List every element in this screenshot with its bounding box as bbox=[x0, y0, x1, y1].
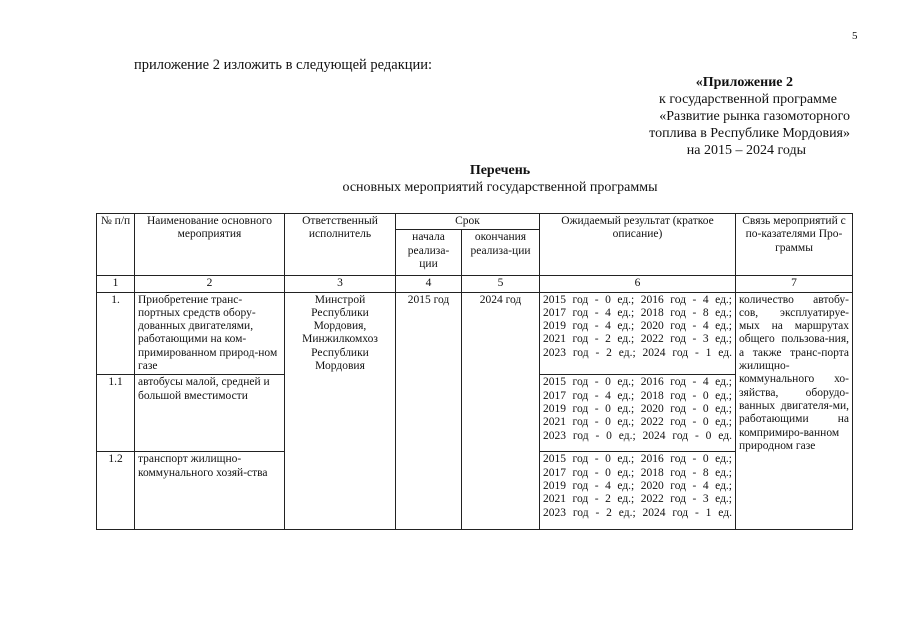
result-cell bbox=[540, 375, 736, 452]
result-line: 2017 год - 4 ед.; 2018 год - 8 ед.; bbox=[543, 306, 732, 319]
header-num: № п/п bbox=[97, 214, 135, 276]
header-result: Ожидаемый результат (краткое описание) bbox=[540, 214, 736, 276]
header-term: Срок bbox=[396, 214, 540, 230]
header-link: Связь мероприятий с по-казателями Про-граммы bbox=[736, 214, 853, 276]
result-line: 2019 год - 4 ед.; 2020 год - 4 ед.; bbox=[543, 320, 732, 333]
document-title bbox=[240, 162, 760, 196]
title-sub: основных мероприятий государственной программы bbox=[342, 180, 658, 195]
result-line: 2017 год - 0 ед.; 2018 год - 8 ед.; bbox=[543, 466, 732, 479]
row-name: Приобретение транс-портных средств обору-дованных двигателями, работающими на ком-примированном природ-ном газе bbox=[135, 292, 285, 375]
result-line: 2023 год - 2 ед.; 2024 год - 1 ед. bbox=[543, 506, 732, 519]
intro-text: приложение 2 изложить в следующей редакции: bbox=[134, 57, 433, 73]
start-cell: 2015 год bbox=[396, 292, 462, 530]
header-end: окончания реализа-ции bbox=[462, 230, 540, 276]
result-line: 2021 год - 0 ед.; 2022 год - 0 ед.; bbox=[543, 416, 732, 429]
result-line: 2023 год - 2 ед.; 2024 год - 1 ед. bbox=[543, 346, 732, 359]
col-number: 1 bbox=[97, 276, 135, 292]
col-number: 3 bbox=[285, 276, 396, 292]
appendix-line-1: «Приложение 2 bbox=[695, 75, 793, 90]
header-executor: Ответственный исполнитель bbox=[285, 214, 396, 276]
row-num: 1.2 bbox=[97, 452, 135, 530]
result-line: 2015 год - 0 ед.; 2016 год - 4 ед.; bbox=[543, 376, 732, 389]
result-line: 2021 год - 2 ед.; 2022 год - 3 ед.; bbox=[543, 333, 732, 346]
result-line: 2019 год - 0 ед.; 2020 год - 0 ед.; bbox=[543, 402, 732, 415]
result-line: 2021 год - 2 ед.; 2022 год - 3 ед.; bbox=[543, 493, 732, 506]
result-cell bbox=[540, 452, 736, 530]
col-number: 5 bbox=[462, 276, 540, 292]
end-cell: 2024 год bbox=[462, 292, 540, 530]
appendix-line-5: на 2015 – 2024 годы bbox=[686, 143, 806, 158]
col-number: 7 bbox=[736, 276, 853, 292]
row-name: автобусы малой, средней и большой вместимости bbox=[135, 375, 285, 452]
row-num: 1. bbox=[97, 292, 135, 375]
row-num: 1.1 bbox=[97, 375, 135, 452]
activities-table bbox=[96, 213, 853, 530]
page-number: 5 bbox=[852, 30, 858, 42]
link-cell: количество автобу-сов, эксплуатируе-мых на маршрутах общего пользова-ния, а также транс-порта жилищно-коммунального хо-зяйства, оборудо-ванных двигателя-ми, работающими на компримиро-ванном природном газе bbox=[736, 292, 853, 530]
table-row bbox=[97, 292, 853, 375]
title-main: Перечень bbox=[469, 163, 531, 178]
appendix-line-2: к государственной программе bbox=[659, 92, 837, 107]
col-number: 4 bbox=[396, 276, 462, 292]
col-number: 6 bbox=[540, 276, 736, 292]
appendix-heading bbox=[560, 74, 850, 159]
appendix-line-3: «Развитие рынка газомоторного bbox=[659, 109, 850, 124]
result-line: 2017 год - 4 ед.; 2018 год - 0 ед.; bbox=[543, 389, 732, 402]
col-number: 2 bbox=[135, 276, 285, 292]
result-line: 2015 год - 0 ед.; 2016 год - 0 ед.; bbox=[543, 453, 732, 466]
header-start: начала реализа-ции bbox=[396, 230, 462, 276]
row-name: транспорт жилищно-коммунального хозяй-ства bbox=[135, 452, 285, 530]
result-line: 2015 год - 0 ед.; 2016 год - 4 ед.; bbox=[543, 293, 732, 306]
header-name: Наименование основного мероприятия bbox=[135, 214, 285, 276]
result-cell bbox=[540, 292, 736, 375]
appendix-line-4: топлива в Республике Мордовия» bbox=[649, 126, 850, 141]
result-line: 2023 год - 0 ед.; 2024 год - 0 ед. bbox=[543, 429, 732, 442]
result-line: 2019 год - 4 ед.; 2020 год - 4 ед.; bbox=[543, 479, 732, 492]
executor-cell: Минстрой Республики Мордовия, Минжилкомхоз Республики Мордовия bbox=[285, 292, 396, 530]
